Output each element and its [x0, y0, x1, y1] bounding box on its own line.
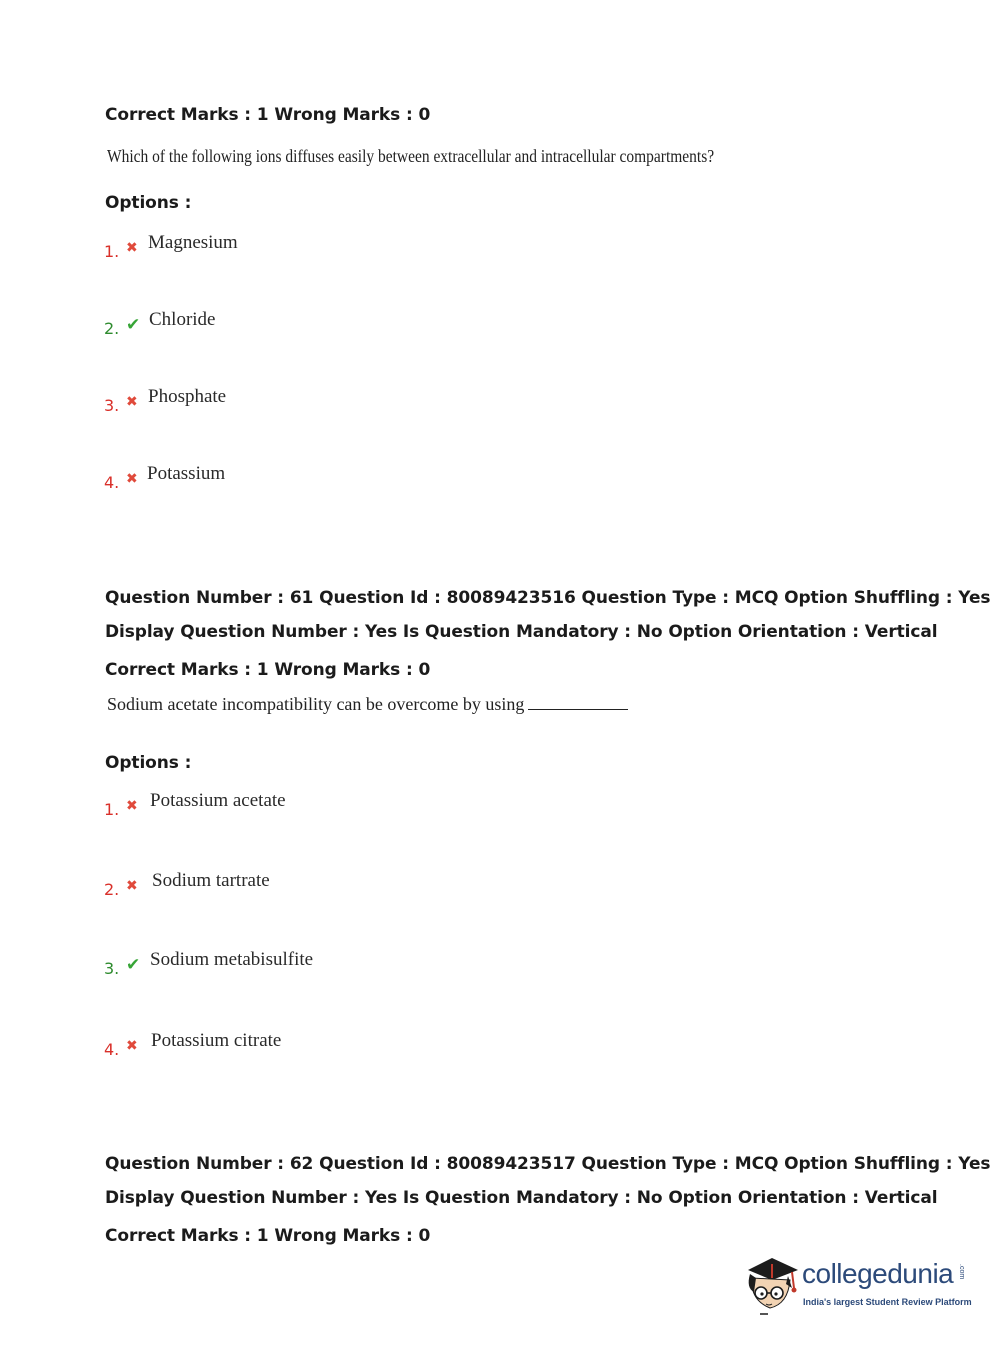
cross-icon: ✖ — [126, 798, 138, 814]
option-label: Magnesium — [148, 232, 238, 253]
option-number: 2. — [104, 319, 120, 338]
logo-brand: collegedunia — [802, 1258, 954, 1289]
option-number: 4. — [104, 473, 120, 492]
q61-question-text: Sodium acetate incompatibility can be overcome by using — [107, 694, 525, 714]
q60-options-label: Options : — [105, 193, 192, 213]
check-icon: ✔ — [126, 315, 141, 335]
option-number: 3. — [104, 396, 120, 415]
option-number: 1. — [104, 800, 120, 819]
q62-header-line-2: Display Question Number : Yes Is Question Mandatory : No Option Orientation : Vertical — [105, 1188, 938, 1208]
q61-options-label: Options : — [105, 753, 192, 773]
option-label: Phosphate — [148, 386, 227, 407]
cross-icon: ✖ — [126, 394, 138, 410]
option-label: Potassium citrate — [151, 1030, 282, 1051]
cross-icon: ✖ — [126, 1038, 138, 1054]
cross-icon: ✖ — [126, 471, 138, 487]
option-number: 4. — [104, 1040, 120, 1059]
check-icon: ✔ — [126, 955, 141, 975]
option-number: 1. — [104, 242, 120, 261]
option-number: 3. — [104, 959, 120, 978]
cross-icon: ✖ — [126, 240, 138, 256]
q60-marks: Correct Marks : 1 Wrong Marks : 0 — [105, 105, 431, 125]
mascot-icon — [742, 1248, 802, 1318]
option-number: 2. — [104, 880, 120, 899]
option-label: Potassium — [147, 463, 226, 484]
option-label: Chloride — [149, 309, 216, 330]
q61-question — [107, 694, 628, 715]
collegedunia-logo[interactable] — [742, 1248, 972, 1318]
q60-question-text: Which of the following ions diffuses easily between extracellular and intracellular compartments? — [107, 146, 715, 166]
logo-tagline: India's largest Student Review Platform — [803, 1297, 972, 1307]
logo-suffix: .com — [958, 1264, 965, 1280]
q61-marks: Correct Marks : 1 Wrong Marks : 0 — [105, 660, 431, 680]
q61-header-line-2: Display Question Number : Yes Is Question Mandatory : No Option Orientation : Vertical — [105, 622, 938, 642]
cross-icon: ✖ — [126, 878, 138, 894]
q61-header-line-1: Question Number : 61 Question Id : 80089423516 Question Type : MCQ Option Shuffling : Yes — [105, 588, 991, 608]
q62-header-line-1: Question Number : 62 Question Id : 80089423517 Question Type : MCQ Option Shuffling : Yes — [105, 1154, 991, 1174]
q62-marks: Correct Marks : 1 Wrong Marks : 0 — [105, 1226, 431, 1246]
answer-blank — [528, 695, 628, 710]
option-label: Sodium tartrate — [152, 870, 270, 891]
option-label: Sodium metabisulfite — [150, 949, 314, 970]
option-label: Potassium acetate — [150, 790, 286, 811]
